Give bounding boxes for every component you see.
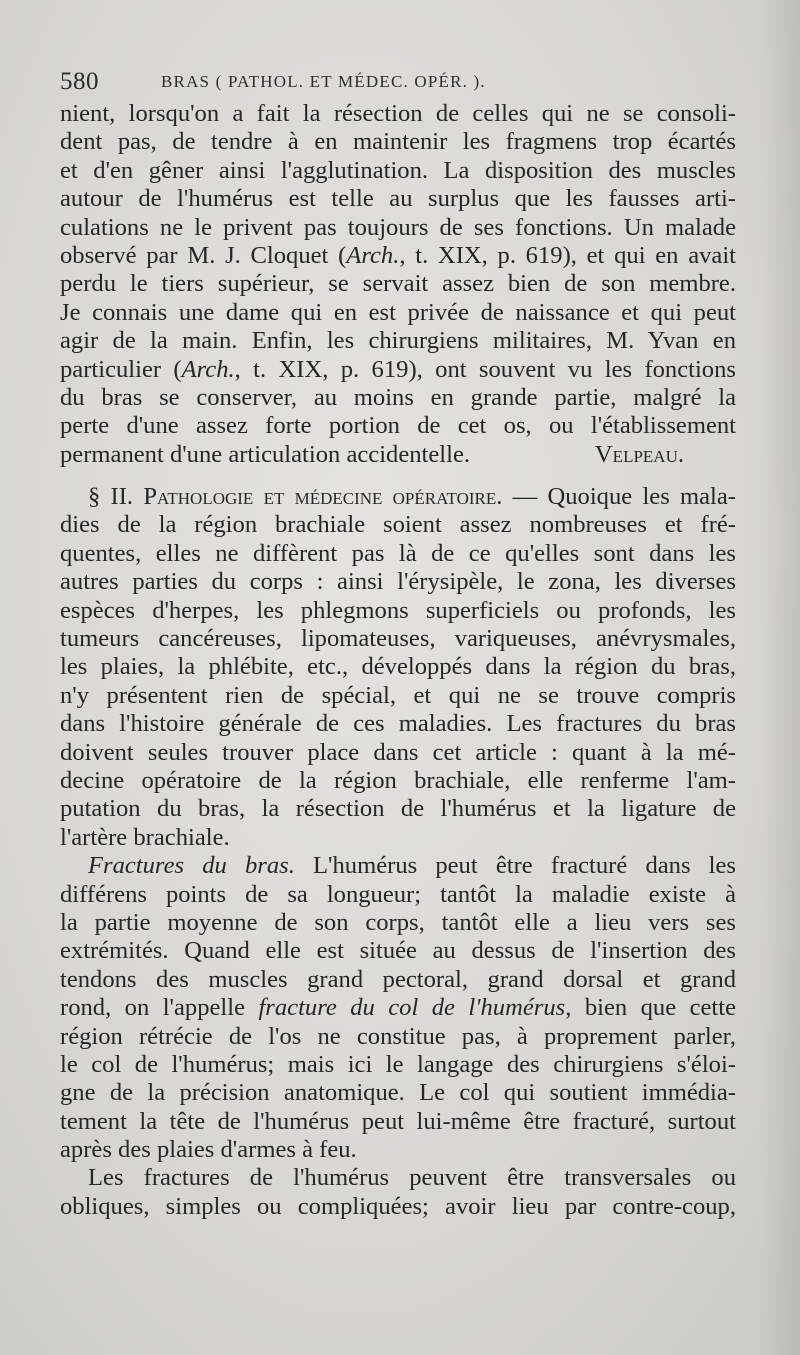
text-line: dans l'histoire générale de ces maladies. Les fractures du bras	[60, 710, 736, 738]
text-line: tendons des muscles grand pectoral, grand dorsal et grand	[60, 965, 736, 993]
text-fragment: , bien que cette	[565, 994, 736, 1022]
text-line: le col de l'humérus; mais ici le langage des chirurgiens s'éloi-	[60, 1050, 736, 1078]
text-line: n'y présentent rien de spécial, et qui ne se trouve compris	[60, 681, 736, 709]
text-line: culations ne le privent pas toujours de ses fonctions. Un malade	[60, 213, 736, 241]
text-fragment: L'humérus peut être fracturé dans les	[294, 852, 736, 880]
page-edge-shadow	[760, 0, 800, 1355]
author-signature: Velpeau.	[594, 440, 684, 468]
page-number: 580	[60, 68, 99, 95]
text-line: agir de la main. Enfin, les chirurgiens militaires, M. Yvan en	[60, 327, 736, 355]
text-line: autres parties du corps : ainsi l'érysipèle, le zona, les diverses	[60, 568, 736, 596]
text-line: perdu le tiers supérieur, se servait assez bien de son membre.	[60, 270, 736, 298]
text-line	[60, 852, 736, 880]
text-line: après des plaies d'armes à feu.	[60, 1136, 357, 1164]
section-mark: § II.	[88, 483, 144, 511]
text-fragment: — Quoique les mala-	[502, 483, 736, 511]
text-line: quentes, elles ne diffèrent pas là de ce qu'elles sont dans les	[60, 539, 736, 567]
subsection-title: Fractures du bras.	[88, 852, 295, 880]
paragraph-continuation	[60, 100, 736, 469]
fractures-paragraph	[60, 852, 736, 1164]
section-title: Pathologie et médecine opératoire.	[143, 483, 503, 511]
running-title: BRAS ( PATHOL. ET MÉDEC. OPÉR. ).	[161, 72, 486, 91]
text-line: dies de la région brachiale soient assez nombreuses et fré-	[60, 511, 736, 539]
section-gap	[60, 469, 736, 483]
text-line: du bras se conserver, au moins en grande partie, malgré la	[60, 383, 736, 411]
text-line	[60, 441, 736, 469]
text-fragment: particulier (	[60, 355, 182, 383]
closing-paragraph	[60, 1164, 736, 1221]
text-line: doivent seules trouver place dans cet article : quant à la mé-	[60, 738, 736, 766]
text-line: les plaies, la phlébite, etc., développés dans la région du bras,	[60, 653, 736, 681]
text-line: l'artère brachiale.	[60, 823, 230, 851]
text-line: tumeurs cancéreuses, lipomateuses, variqueuses, anévrysmales,	[60, 625, 736, 653]
text-fragment: rond, on l'appelle	[60, 994, 259, 1022]
text-line	[60, 994, 736, 1022]
text-fragment: permanent d'une articulation accidentelle.	[60, 440, 471, 468]
citation-italic: Arch.	[346, 241, 400, 269]
text-line: decine opératoire de la région brachiale, elle renferme l'am-	[60, 766, 736, 794]
text-line: putation du bras, la résection de l'humérus et la ligature de	[60, 795, 736, 823]
text-line: autour de l'humérus est telle au surplus que les fausses arti-	[60, 185, 736, 213]
text-fragment: observé par M. J. Cloquet (	[60, 241, 347, 269]
text-line: espèces d'herpes, les phlegmons superficiels ou profonds, les	[60, 596, 736, 624]
text-line	[60, 483, 736, 511]
text-line: perte d'une assez forte portion de cet os, ou l'établissement	[60, 412, 736, 440]
text-line	[60, 356, 736, 384]
text-line: Je connais une dame qui en est privée de naissance et qui peut	[60, 298, 736, 326]
term-italic: fracture du col de l'humérus	[258, 994, 566, 1022]
text-line: obliques, simples ou compliquées; avoir lieu par contre-coup,	[60, 1192, 736, 1220]
text-line: la partie moyenne de son corps, tantôt elle a lieu vers ses	[60, 908, 736, 936]
text-line: tement la tête de l'humérus peut lui-même être fracturé, surtout	[60, 1107, 736, 1135]
citation-italic: Arch.	[181, 355, 235, 383]
section-paragraph	[60, 483, 736, 852]
text-fragment: , t. XIX, p. 619), ont souvent vu les fonctions	[234, 355, 736, 383]
text-line: gne de la précision anatomique. Le col qui soutient immédia-	[60, 1079, 736, 1107]
text-line: différens points de sa longueur; tantôt la maladie existe à	[60, 880, 736, 908]
page-body	[60, 100, 736, 1221]
text-line: nient, lorsqu'on a fait la résection de celles qui ne se consoli-	[60, 100, 736, 127]
text-line: et d'en gêner ainsi l'agglutination. La disposition des muscles	[60, 156, 736, 184]
text-line: région rétrécie de l'os ne constitue pas, à proprement parler,	[60, 1022, 736, 1050]
text-fragment: , t. XIX, p. 619), et qui en avait	[399, 241, 736, 269]
page-header	[60, 62, 736, 102]
text-line	[60, 242, 736, 270]
text-line: extrémités. Quand elle est située au dessus de l'insertion des	[60, 937, 736, 965]
text-line: dent pas, de tendre à en maintenir les fragmens trop écartés	[60, 128, 736, 156]
text-line: Les fractures de l'humérus peuvent être transversales ou	[88, 1164, 736, 1192]
